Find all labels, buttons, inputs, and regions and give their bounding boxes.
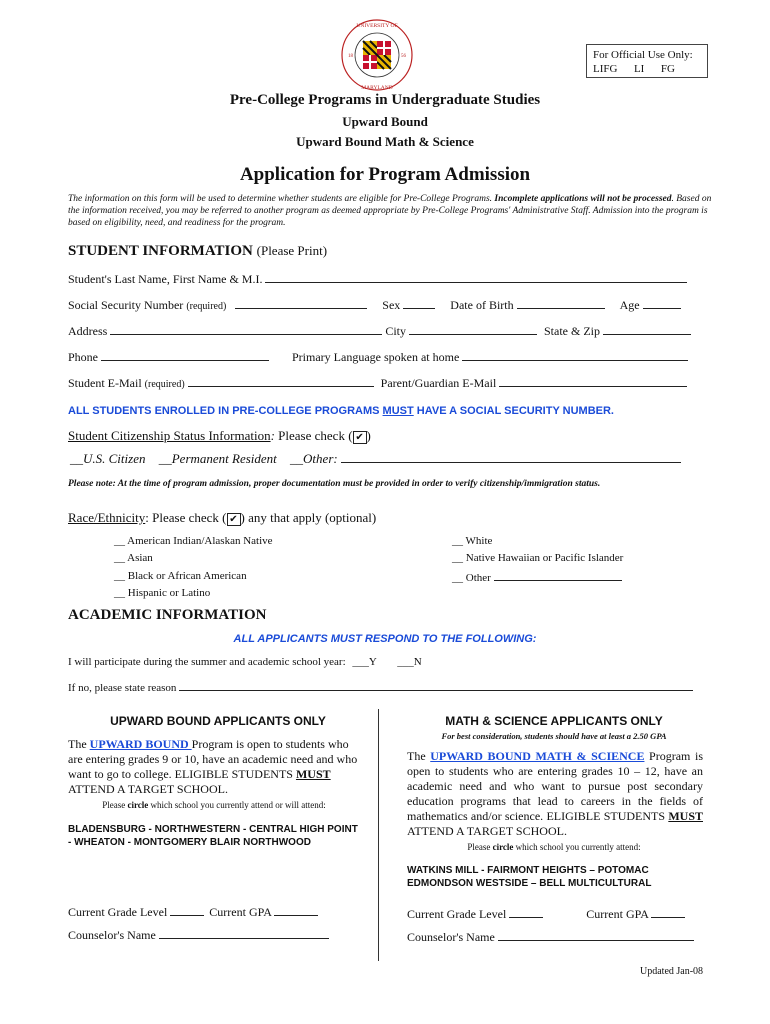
- citizenship-check-text: Please check (: [278, 428, 353, 443]
- math-gpa-note: For best consideration, students should have at least a 2.50 GPA: [441, 731, 667, 741]
- upward-grade-label: Current Grade Level: [68, 905, 168, 919]
- math-must: MUST: [668, 809, 703, 823]
- upward-grade-row: [68, 903, 318, 920]
- academic-heading: ACADEMIC INFORMATION: [68, 607, 267, 623]
- race-option[interactable]: __ American Indian/Alaskan Native: [114, 535, 273, 547]
- upward-gpa-field[interactable]: [274, 903, 318, 916]
- participate-yes[interactable]: ___Y: [352, 656, 377, 668]
- official-use-title: For Official Use Only:: [593, 49, 693, 61]
- math-program-link[interactable]: UPWARD BOUND MATH & SCIENCE: [430, 749, 645, 763]
- age-field[interactable]: [643, 296, 681, 309]
- upward-heading: UPWARD BOUND APPLICANTS ONLY: [110, 714, 326, 728]
- race-option[interactable]: __ Native Hawaiian or Pacific Islander: [452, 552, 624, 565]
- ssn-notice-text: ALL STUDENTS ENROLLED IN PRE-COLLEGE PROGRAMS: [68, 405, 380, 417]
- language-field[interactable]: [462, 348, 688, 361]
- phone-label: Phone: [68, 350, 98, 364]
- math-circle-b: circle: [492, 842, 514, 852]
- upward-text-c: ATTEND A TARGET SCHOOL.: [68, 782, 228, 796]
- student-info-heading: [68, 243, 327, 260]
- upward-circle-a: Please: [102, 800, 128, 810]
- sex-label: Sex: [382, 298, 401, 312]
- math-schools[interactable]: WATKINS MILL - FAIRMONT HEIGHTS – POTOMAC EDMONDSON WESTSIDE – BELL MULTICULTURAL: [407, 865, 652, 889]
- parent-email-field[interactable]: [499, 374, 687, 387]
- address-field[interactable]: [110, 322, 382, 335]
- math-counselor-label: Counselor's Name: [407, 930, 495, 944]
- math-grade-label: Current Grade Level: [407, 907, 507, 921]
- participate-label: I will participate during the summer and academic school year:: [68, 656, 346, 668]
- email-label: Student E-Mail: [68, 376, 142, 390]
- upward-must: MUST: [295, 767, 331, 781]
- race-right-list: [452, 533, 623, 587]
- svg-text:18: 18: [348, 54, 353, 59]
- race-heading: Race/Ethnicity: Please check ( ✔ ) any that apply (optional): [68, 510, 377, 525]
- race-option[interactable]: __ Asian: [114, 552, 153, 565]
- math-gpa-field[interactable]: [651, 905, 685, 918]
- state-zip-label: State & Zip: [544, 324, 600, 338]
- math-gpa-label: Current GPA: [586, 907, 649, 921]
- org-title: Pre-College Programs in Undergraduate Studies: [229, 92, 541, 108]
- race-left-list: [114, 533, 273, 602]
- ssn-notice-end: HAVE A SOCIAL SECURITY NUMBER.: [416, 405, 614, 417]
- math-circle-c: which school you currently attend:: [513, 842, 641, 852]
- academic-subheading: ALL APPLICANTS MUST RESPOND TO THE FOLLOWING:: [233, 633, 537, 645]
- city-label: City: [385, 324, 406, 338]
- citizenship-label: Student Citizenship Status Information: [68, 428, 271, 443]
- citizenship-options: __U.S. Citizen __Permanent Resident __Other:: [70, 450, 681, 467]
- math-text-b: Program is open to students who are entering grades 10 – 12, have an academic need and who want to pursue post secondary education programs that lead to careers in the fields of mathematics and/or science. ELIGIBLE STUDENTS: [407, 749, 703, 823]
- svg-text:MARYLAND: MARYLAND: [361, 85, 393, 91]
- name-field[interactable]: [265, 270, 687, 283]
- upward-circle-note: [68, 800, 360, 810]
- checkmark-icon: ✔: [353, 431, 367, 444]
- upward-counselor-row: [68, 926, 329, 943]
- ssn-label: Social Security Number: [68, 298, 184, 312]
- upward-grade-field[interactable]: [170, 903, 204, 916]
- ssn-field[interactable]: [235, 296, 367, 309]
- state-zip-field[interactable]: [603, 322, 691, 335]
- intro-paragraph: The information on this form will be used to determine whether students are eligible for Pre-College Programs. Incomplete applications will not be processed. Based on the information received, you may be referred to another program as deemed appropriate by Pre-College Programs' Administrative Staff. Admission into the program is based on eligibility, need, and readiness for the program.: [68, 194, 712, 228]
- ssn-notice: [68, 405, 614, 417]
- age-label: Age: [619, 298, 640, 312]
- upward-text-b: Program is open to students who are entering grades 9 or 10, have an academic need and who want to go to college. ELIGIBLE STUDENTS: [68, 737, 358, 781]
- svg-text:UNIVERSITY OF: UNIVERSITY OF: [356, 23, 398, 29]
- race-option[interactable]: __ Other: [452, 571, 491, 584]
- math-description: [407, 749, 703, 839]
- program-2-title: Upward Bound Math & Science: [296, 134, 474, 149]
- intro-text-c: Based on the information received, you may be referred to another program as deemed appropriate by Pre-College Programs' Administrative Staff. Admission into the program is based on eligibility, need, and readiness for the program.: [68, 194, 712, 228]
- participate-no[interactable]: ___N: [397, 656, 422, 668]
- sex-field[interactable]: [403, 296, 435, 309]
- math-circle-note: [404, 842, 704, 852]
- race-option[interactable]: __ Hispanic or Latino: [114, 586, 211, 599]
- documentation-note: Please note: At the time of program admission, proper documentation must be provided in order to verify citizenship/immigration status.: [68, 479, 601, 489]
- student-info-heading-note: (Please Print): [256, 243, 328, 258]
- dob-label: Date of Birth: [450, 298, 514, 312]
- svg-text:56: 56: [401, 54, 406, 59]
- upward-schools[interactable]: BLADENSBURG - NORTHWESTERN - CENTRAL HIGH POINT - WHEATON - MONTGOMERY BLAIR NORTHWOOD: [68, 824, 358, 848]
- dob-field[interactable]: [517, 296, 605, 309]
- reason-row: [68, 678, 693, 694]
- program-1-title: Upward Bound: [342, 114, 428, 129]
- upward-counselor-field[interactable]: [159, 926, 329, 939]
- email-note: (required): [144, 379, 185, 390]
- race-option[interactable]: __ Black or African American: [114, 569, 247, 582]
- permanent-resident-option[interactable]: __Permanent Resident: [158, 451, 277, 466]
- other-citizenship-option[interactable]: __Other: [290, 451, 334, 466]
- race-check-end: ) any that apply (optional): [240, 510, 377, 525]
- other-citizenship-field[interactable]: [341, 450, 681, 463]
- upward-counselor-label: Counselor's Name: [68, 928, 156, 942]
- phone-row: [68, 348, 688, 365]
- race-option[interactable]: __ White: [452, 535, 493, 547]
- math-heading: MATH & SCIENCE APPLICANTS ONLY: [445, 714, 663, 728]
- race-other-field[interactable]: [494, 568, 622, 581]
- math-grade-row: [407, 905, 685, 922]
- math-circle-a: Please: [467, 842, 493, 852]
- upward-program-link[interactable]: UPWARD BOUND: [89, 737, 192, 751]
- email-field[interactable]: [188, 374, 374, 387]
- address-label: Address: [68, 324, 108, 338]
- column-divider: [378, 709, 379, 961]
- upward-gpa-label: Current GPA: [209, 905, 272, 919]
- student-info-heading-text: STUDENT INFORMATION: [68, 243, 253, 259]
- math-grade-field[interactable]: [509, 905, 543, 918]
- participate-row: [68, 656, 422, 668]
- upward-circle-b: circle: [127, 800, 149, 810]
- ssn-row: [68, 296, 681, 313]
- math-counselor-field[interactable]: [498, 928, 694, 941]
- math-counselor-row: [407, 928, 694, 945]
- updated-date: Updated Jan-08: [640, 966, 704, 977]
- ssn-notice-must: MUST: [382, 405, 414, 417]
- citizenship-heading: Student Citizenship Status Information: Please check ( ✔ ): [68, 428, 371, 443]
- reason-field[interactable]: [179, 678, 693, 691]
- name-label: Student's Last Name, First Name & M.I.: [68, 272, 263, 286]
- email-row: [68, 374, 687, 391]
- phone-field[interactable]: [101, 348, 269, 361]
- ssn-note: (required): [186, 301, 227, 312]
- checkmark-icon: ✔: [227, 513, 241, 526]
- upward-text-a: The: [68, 737, 90, 751]
- address-row: [68, 322, 691, 339]
- reason-label: If no, please state reason: [68, 682, 177, 694]
- math-text-a: The: [407, 749, 431, 763]
- city-field[interactable]: [409, 322, 537, 335]
- language-label: Primary Language spoken at home: [292, 350, 460, 364]
- parent-email-label: Parent/Guardian E-Mail: [380, 376, 497, 390]
- us-citizen-option[interactable]: __U.S. Citizen: [70, 451, 146, 466]
- race-label: Race/Ethnicity: [68, 510, 146, 525]
- upward-circle-c: which school you currently attend or will attend:: [148, 800, 326, 810]
- official-use-box: [586, 44, 708, 78]
- upward-description: [68, 737, 360, 797]
- math-text-c: ATTEND A TARGET SCHOOL.: [407, 824, 567, 838]
- intro-text-bold: Incomplete applications will not be processed: [494, 194, 672, 204]
- name-row: [68, 270, 687, 287]
- official-use-fields: LIFG LI FG: [593, 63, 675, 75]
- form-title: Application for Program Admission: [239, 164, 531, 185]
- race-check-text: Please check (: [152, 510, 227, 525]
- intro-text-a: The information on this form will be used to determine whether students are eligible for Pre-College Programs.: [68, 194, 493, 204]
- university-seal: [340, 18, 414, 92]
